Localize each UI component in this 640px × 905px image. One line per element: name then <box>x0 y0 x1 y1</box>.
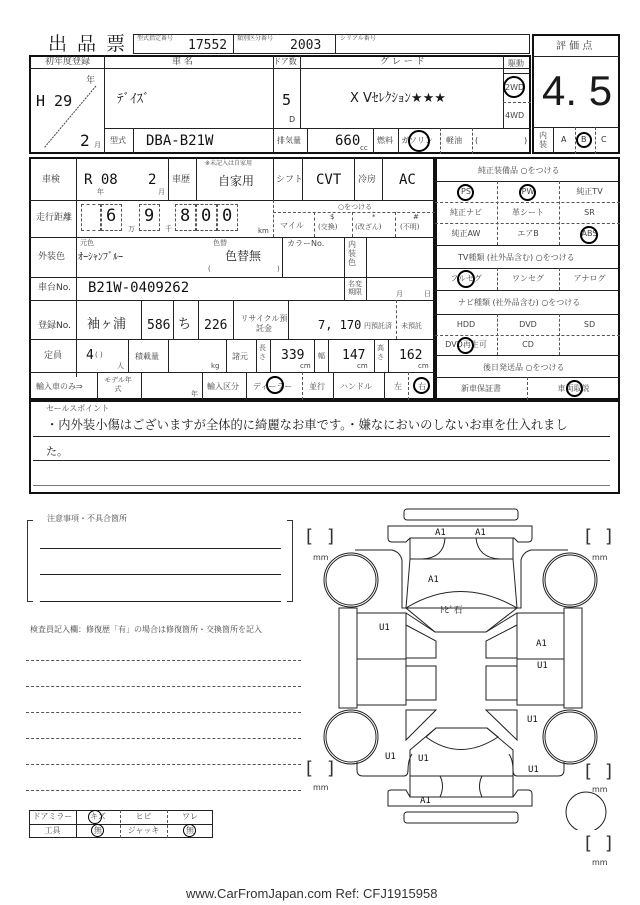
import-type-label: 輸入区分 <box>207 382 239 391</box>
tool-label: 工具 <box>44 826 61 835</box>
tread-bracket-close: ] <box>327 526 335 547</box>
front-panel <box>410 538 513 559</box>
damage-mark: U1 <box>379 623 390 633</box>
unknown-label[interactable]: (不明) <box>400 223 420 231</box>
exchange-label[interactable]: (交換) <box>318 223 338 231</box>
mileage-digit: 9 <box>144 206 155 226</box>
std-item-leather[interactable]: 革シート <box>512 208 544 217</box>
damage-mark: U1 <box>537 661 548 671</box>
ac-value: AC <box>399 172 416 188</box>
mileage-unit-sen: 千 <box>165 225 172 233</box>
damage-mark: U1 <box>527 715 538 725</box>
damage-mark: U1 <box>528 765 539 775</box>
inspection-month: 2 <box>148 172 157 188</box>
sales-point-label: セールスポイント <box>46 404 110 413</box>
fuel-paren-open: ( <box>475 136 479 145</box>
capacity-value: 4 <box>86 348 94 363</box>
mirror-value[interactable]: キズ <box>90 812 106 821</box>
shift-label: シフト <box>276 175 304 185</box>
tread-unit: mm <box>592 858 608 867</box>
chassis-value: B21W-0409262 <box>88 280 190 296</box>
handle-right[interactable]: 右 <box>418 382 426 391</box>
exterior-label: 外装色 <box>38 252 66 262</box>
displacement-unit: cc <box>360 144 368 152</box>
tread-bracket-close: ] <box>605 526 613 547</box>
tread-bracket-open: [ <box>585 833 593 854</box>
recycle-value: 7, 170 <box>318 318 362 332</box>
mileage-digit: 0 <box>222 206 233 226</box>
capacity-label: 定員 <box>44 351 63 361</box>
tread-unit: mm <box>592 785 608 794</box>
history-value: 自家用 <box>218 174 255 188</box>
name-change-day: 日 <box>424 290 431 298</box>
fuel-gasoline-circle <box>408 130 430 152</box>
ac-label: 冷房 <box>358 175 377 185</box>
std-item-sr[interactable]: SR <box>584 208 595 217</box>
mileage-digit-box <box>81 204 101 231</box>
mirror-label: ドアミラー <box>32 812 73 821</box>
capacity-unit: 人 <box>117 362 124 370</box>
first-reg-month: 2 <box>80 131 90 150</box>
doors-label: ドア数 <box>273 57 297 66</box>
load-label: 積載量 <box>135 352 159 361</box>
tread-unit: mm <box>592 553 608 562</box>
left-front-tire <box>324 553 378 607</box>
fuel-diesel[interactable]: 軽油 <box>446 136 462 145</box>
mirror-value-circle <box>88 810 102 824</box>
inspection-label: 車検 <box>42 175 61 185</box>
orig-color-value: ｵｰｼｬﾝﾌﾞﾙｰ <box>78 252 123 263</box>
reg-kana: ち <box>178 317 192 332</box>
std-item-airbag[interactable]: エアB <box>517 229 539 238</box>
navi-item-sd[interactable]: SD <box>583 320 596 329</box>
interior-grade-a[interactable]: A <box>561 135 567 144</box>
grade-value: X Vｾﾚｸｼｮﾝ★★★ <box>350 91 446 106</box>
std-item-aw[interactable]: 純正AW <box>451 229 481 238</box>
right-rear-tire <box>543 710 597 764</box>
recycle-suffix: 円預託済 <box>364 322 392 330</box>
import-dealer[interactable]: ディーラー <box>253 382 293 391</box>
navi-item-dvd-playback-circle <box>457 337 474 354</box>
navi-item-dvd[interactable]: DVD <box>519 320 537 329</box>
later-title: 後日発送品 ○をつける <box>483 363 565 372</box>
tv-title: TV種類 (社外品含む) ○をつける <box>458 253 575 262</box>
std-item-pw[interactable]: PW <box>521 187 535 196</box>
tread-bracket-close: ] <box>327 758 335 779</box>
height-value: 162 <box>399 348 423 363</box>
sales-point-line1: ・内外装小傷はございますが全体的に綺麗なお車です。・嫌なにおいのしないお車を仕入れまし <box>46 418 568 432</box>
tv-item-analog[interactable]: アナログ <box>573 274 606 283</box>
mileage-unit-km: km <box>258 227 269 235</box>
rating-label: 評 価 点 <box>556 41 593 52</box>
std-item-ps[interactable]: PS <box>461 187 471 196</box>
repaint-paren-close: ) <box>277 265 280 273</box>
right-front-fender <box>517 550 568 608</box>
car-name-label: 車 名 <box>172 57 193 67</box>
damage-mark: ﾄﾋﾞ石 <box>440 606 463 616</box>
first-reg-month-unit: 月 <box>94 141 101 149</box>
load-unit: kg <box>211 362 220 370</box>
serial-label: シリアル番号 <box>340 35 376 42</box>
tread-bracket-close: ] <box>605 761 613 782</box>
tread-bracket-close: ] <box>605 833 613 854</box>
rear-bumper-outer <box>404 812 518 823</box>
mileage-digit: 0 <box>201 206 212 226</box>
watermark: www.CarFromJapan.com Ref: CFJ1915958 <box>186 886 438 901</box>
later-item-manual[interactable]: 車両取説 <box>557 384 590 393</box>
sheet-title: 出 品 票 <box>48 33 128 55</box>
damage-mark: U1 <box>418 754 429 764</box>
mileage-digit: 8 <box>180 206 191 226</box>
front-bumper-outer <box>404 509 518 520</box>
right-front-tire <box>543 553 597 607</box>
color-no-label: カラーNo. <box>287 239 325 248</box>
navi-title: ナビ種類 (社外品含む) ○をつける <box>458 298 581 307</box>
unknown-symbol: # <box>413 213 419 221</box>
import-label: 輸入車のみ⇒ <box>36 382 83 391</box>
name-change-label: 名変期限 <box>348 280 362 296</box>
navi-item-hdd[interactable]: HDD <box>456 320 476 329</box>
length-label: 長さ <box>259 344 266 361</box>
mark-note: ○をつける <box>338 203 373 211</box>
inspection-month-unit: 月 <box>158 188 165 196</box>
std-equipment-title: 純正装備品 ○をつける <box>478 166 560 175</box>
interior-grade-b[interactable]: B <box>581 135 587 144</box>
model-value: DBA-B21W <box>146 133 214 149</box>
import-parallel[interactable]: 並行 <box>309 382 325 391</box>
inspection-year: R 08 <box>84 172 118 188</box>
history-note: ※未記入は自家用 <box>205 160 253 167</box>
tamper-label[interactable]: (改ざん) <box>355 223 382 231</box>
category-value: 2003 <box>290 38 322 53</box>
tv-item-fullseg[interactable]: フルセグ <box>450 274 482 283</box>
rating-value: 4. 5 <box>542 67 613 114</box>
sales-point-box <box>29 400 620 494</box>
std-item-abs[interactable]: ABS <box>581 229 598 238</box>
fuel-label: 燃料 <box>377 136 393 145</box>
mileage-digit: 6 <box>106 206 117 226</box>
tool-value-circle <box>91 824 104 837</box>
std-item-abs-circle <box>580 226 598 244</box>
right-side-sill <box>564 608 582 708</box>
reg-number: 226 <box>204 318 228 333</box>
car-name-value: ﾃﾞｲｽﾞ <box>117 92 150 107</box>
tread-unit: mm <box>313 553 329 562</box>
repaint-paren-open: ( <box>208 265 211 273</box>
spec-label: 諸元 <box>232 352 248 361</box>
drive-2wd-circle <box>503 76 525 98</box>
first-reg-year-unit: 年 <box>86 76 96 86</box>
repaint-label: 色替 <box>213 239 227 247</box>
break-label[interactable]: ワレ <box>182 812 198 821</box>
std-item-ps-circle <box>457 184 474 201</box>
interior-label: 内装 <box>539 131 547 149</box>
mile-label[interactable]: マイル <box>280 221 304 230</box>
first-reg-slash <box>40 82 100 152</box>
interior-grade-c[interactable]: C <box>601 135 607 144</box>
navi-item-cd[interactable]: CD <box>522 340 534 349</box>
caution-label: 注意事項・不具合箇所 <box>47 514 127 523</box>
damage-mark: U1 <box>385 752 396 762</box>
drive-label: 駆動 <box>508 59 524 68</box>
orig-color-label: 元色 <box>80 239 94 247</box>
tool-value[interactable]: 無 <box>94 826 102 835</box>
rear-window <box>426 728 498 750</box>
fuel-gasoline[interactable]: ガソリン <box>401 136 433 145</box>
displacement-label: 排気量 <box>277 136 301 145</box>
length-unit: cm <box>300 362 311 370</box>
drive-4wd[interactable]: 4WD <box>505 111 525 120</box>
sales-point-line2: た。 <box>46 445 68 458</box>
repaint-value: 色替無 <box>225 249 262 263</box>
model-label: 型式 <box>110 136 126 145</box>
first-reg-label: 初年度登録 <box>45 57 91 67</box>
interior-grade-b-circle <box>576 132 592 148</box>
std-item-navi[interactable]: 純正ナビ <box>450 208 482 217</box>
damage-mark: A1 <box>420 796 431 806</box>
hood <box>406 559 517 608</box>
exchange-symbol: $ <box>330 213 335 221</box>
damage-mark: A1 <box>435 528 446 538</box>
crack-label[interactable]: ヒビ <box>135 812 152 821</box>
doors-value: 5 <box>282 91 292 109</box>
grade-label: グ レ ー ド <box>380 57 425 67</box>
width-unit: cm <box>357 362 368 370</box>
tread-bracket-open: [ <box>585 526 593 547</box>
tread-unit: mm <box>313 783 329 792</box>
width-label: 幅 <box>318 352 325 360</box>
doors-unit: D <box>289 115 296 124</box>
history-label: 車歴 <box>172 175 191 185</box>
height-label: 高さ <box>377 344 384 361</box>
drive-2wd[interactable]: 2WD <box>505 83 525 92</box>
left-rear-tire <box>324 710 378 764</box>
car-damage-diagram <box>300 500 620 830</box>
std-item-pw-circle <box>519 184 536 201</box>
first-reg-year: H 29 <box>36 92 73 110</box>
tread-bracket-open: [ <box>585 761 593 782</box>
jack-value[interactable]: 無 <box>186 826 194 835</box>
damage-mark: A1 <box>475 528 486 538</box>
jack-label: ジャッキ <box>127 826 160 835</box>
later-item-manual-circle <box>566 380 583 397</box>
mileage-unit-man: 万 <box>128 225 135 233</box>
mileage-label: 走行距離 <box>36 213 73 223</box>
tv-item-fullseg-circle <box>457 270 475 288</box>
tv-item-oneseg[interactable]: ワンセグ <box>512 274 544 283</box>
type-cert-label: 型式指定番号 <box>137 35 174 42</box>
recycle-unpaid[interactable]: 未預託 <box>401 322 422 330</box>
shift-value: CVT <box>316 172 342 188</box>
import-dealer-circle <box>266 376 284 394</box>
type-cert-value: 17552 <box>188 38 228 53</box>
capacity-paren: ( ) <box>95 351 103 359</box>
caution-bracket-left <box>27 520 33 602</box>
height-unit: cm <box>418 362 429 370</box>
left-front-fender <box>355 550 406 608</box>
handle-left[interactable]: 左 <box>394 382 402 391</box>
model-year-unit: 年 <box>191 390 198 398</box>
inspection-year-unit: 年 <box>97 188 104 196</box>
displacement-value: 660 <box>335 133 361 149</box>
length-value: 339 <box>281 348 305 363</box>
navi-item-dvd-playback[interactable]: DVD再生可 <box>445 340 487 349</box>
reg-class: 586 <box>147 318 171 333</box>
category-label: 類別区分番号 <box>237 35 274 42</box>
inspector-label: 検査員記入欄：修復歴「有」の場合は修復箇所・交換箇所を記入 <box>30 625 262 634</box>
width-value: 147 <box>342 348 366 363</box>
tamper-symbol: * <box>372 213 376 221</box>
tread-bracket-open: [ <box>306 526 314 547</box>
name-change-month: 月 <box>396 290 403 298</box>
interior-color-label: 内装色 <box>348 240 356 267</box>
damage-mark: A1 <box>428 575 439 585</box>
rear-panel <box>410 776 513 797</box>
later-item-warranty[interactable]: 新車保証書 <box>461 384 501 393</box>
handle-right-circle <box>413 377 430 394</box>
std-item-tv[interactable]: 純正TV <box>576 187 603 196</box>
recycle-label: リサイクル預託金 <box>240 314 288 333</box>
model-year-label: モデル年式 <box>104 376 132 393</box>
handle-label: ハンドル <box>340 382 372 391</box>
reg-area: 袖ヶ浦 <box>87 317 127 332</box>
caution-bracket-right <box>287 520 293 602</box>
spare-tire <box>566 792 606 830</box>
fuel-paren-close: ) <box>524 136 528 145</box>
tread-bracket-open: [ <box>306 758 314 779</box>
jack-value-circle <box>183 824 196 837</box>
chassis-label: 車台No. <box>38 283 71 293</box>
left-side-sill <box>339 608 357 708</box>
reg-label: 登録No. <box>38 321 71 331</box>
damage-mark: A1 <box>536 639 547 649</box>
